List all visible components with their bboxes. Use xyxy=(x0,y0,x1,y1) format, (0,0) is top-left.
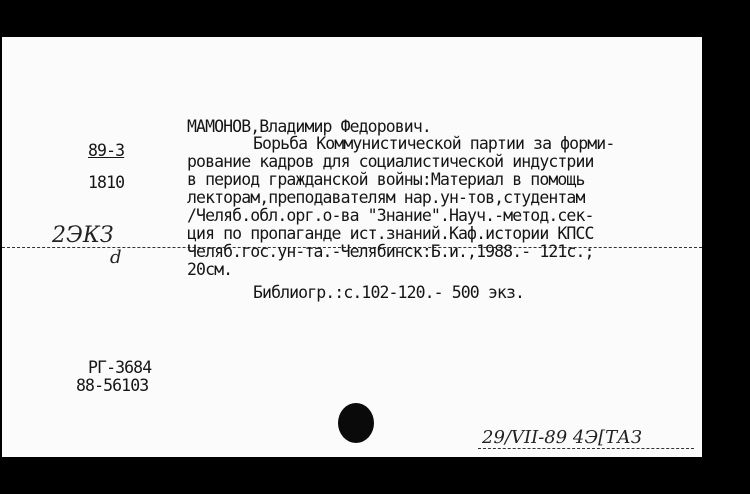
handwritten-sub-mark: d xyxy=(110,247,122,268)
description-line: /Челяб.обл.орг.о-ва "Знание".Науч.-метод.сек- xyxy=(187,206,594,225)
handwritten-date: 29/VII-89 4Э[ТАЗ xyxy=(482,427,642,448)
shelf-mark: 89-3 xyxy=(88,141,125,160)
handwritten-copies-mark: 2ЭКЗ xyxy=(52,223,114,248)
description-line: ция по пропаганде ист.знаний.Каф.истории КПСС xyxy=(187,224,594,243)
bibliography-note: Библиогр.:с.102-120.- 500 экз. xyxy=(253,283,525,302)
punch-hole xyxy=(338,403,374,443)
description-line: рование кадров для социалистической индустрии xyxy=(187,152,594,171)
author-heading: МАМОНОВ,Владимир Федорович. xyxy=(187,117,431,136)
description-line: в период гражданской войны:Материал в помощь xyxy=(187,170,585,189)
description-line: Борьба Коммунистической партии за форми- xyxy=(253,134,615,153)
date-underline xyxy=(478,448,694,449)
registry-code: 88-56103 xyxy=(76,376,149,395)
inventory-number: 1810 xyxy=(88,173,125,192)
registry-code: РГ-3684 xyxy=(88,358,152,377)
description-line: Челяб.гос.ун-та.-Челябинск:Б.и.,1988.- 121с.; xyxy=(187,242,594,261)
catalog-card xyxy=(2,37,702,457)
description-line: 20см. xyxy=(187,260,233,279)
description-line: лекторам,преподавателям нар.ун-тов,студентам xyxy=(187,188,585,207)
